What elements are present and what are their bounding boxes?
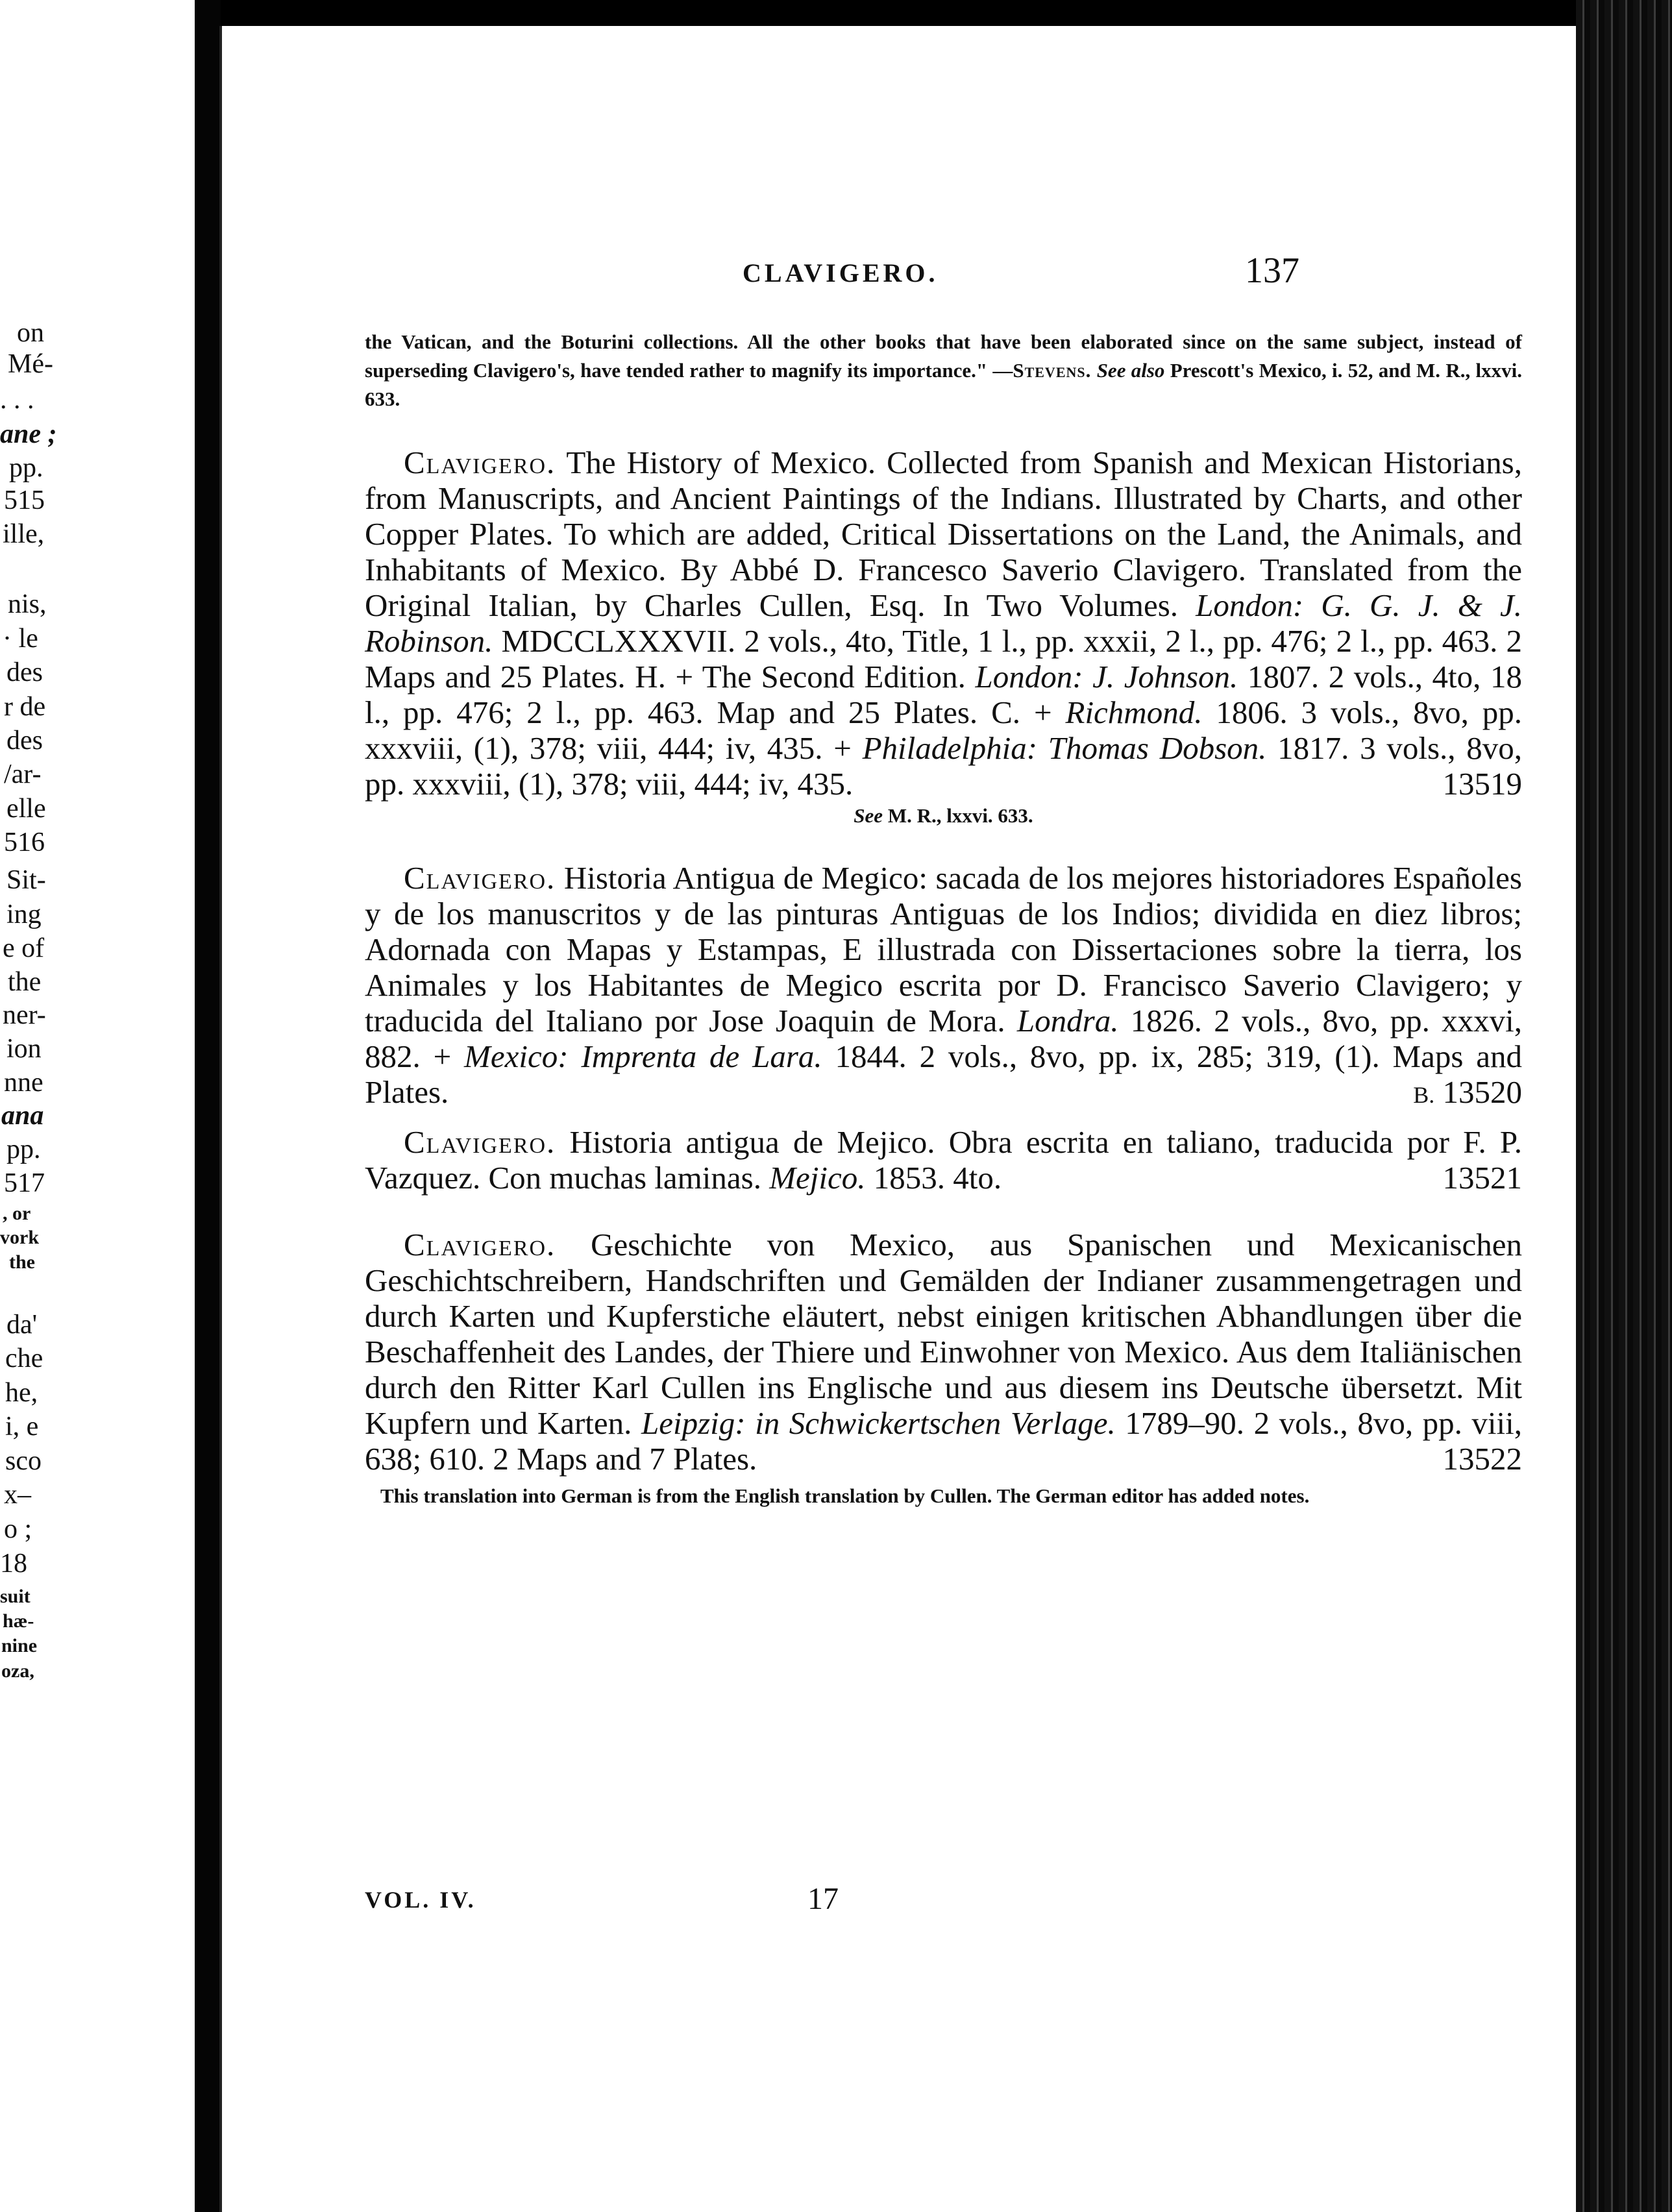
facing-fragment: hæ- [3, 1610, 34, 1632]
entry-heading: Clavigero. [404, 860, 556, 896]
facing-fragment: ana [1, 1101, 44, 1131]
facing-fragment: pp. [6, 1135, 41, 1164]
entry-text: Historia Antigua de Megico: sacada de los mejores historiadores Españoles y de los manuscritos y de las pinturas Antiguas de los Indios; dividida en diez libros; Adornada con Mapas y Estampas, E illustrada con Dissertaciones sobre la tierra, los Animales y los Habitantes de Megico escrita por D. Francisco Saverio Clavigero; y traducida del Italiano por Jose Joaquin de Mora. [365, 860, 1522, 1038]
facing-fragment: the [8, 967, 42, 997]
entry-number: 13521 [1442, 1160, 1522, 1196]
imprint-italic: Philadelphia: Thomas Dobson. [862, 730, 1267, 766]
facing-fragment: i, e [5, 1412, 39, 1442]
entry-text: 1853. 4to. [865, 1160, 1002, 1196]
facing-fragment: x– [4, 1480, 31, 1510]
running-head: CLAVIGERO. [743, 258, 939, 288]
entry-body [365, 860, 1522, 1110]
entry-text: 1789–90. 2 vols., 8vo, pp. viii, 638; 610. 2 Maps and 7 Plates. [365, 1405, 1523, 1477]
facing-fragment: 18 [0, 1549, 27, 1579]
imprint-italic: Londra. [1016, 1003, 1119, 1038]
facing-fragment: sco [5, 1446, 42, 1476]
intro-note-text: the Vatican, and the Boturini collections. All the other books that have been elaborated since on the same subject, instead of superseding Clavigero's, have tended rather to magnify its importance." — [365, 330, 1522, 382]
facing-fragment: des [6, 657, 43, 687]
facing-fragment: Sit- [6, 865, 46, 895]
entry-text: 1807. 2 vols., 4to, 18 l., pp. 476; 2 l., pp. 463. Map and 25 Plates. C. + [365, 659, 1522, 730]
entry-heading: Clavigero. [404, 1227, 556, 1262]
closing-note: This translation into German is from the English translation by Cullen. The German editor has added notes. [380, 1484, 1310, 1507]
facing-fragment: , or [3, 1203, 31, 1224]
facing-fragment: nine [1, 1635, 38, 1656]
facing-fragment: ing [6, 900, 42, 929]
facing-fragment: ane ; [0, 419, 57, 449]
intro-note [365, 328, 1522, 413]
entry-body [365, 445, 1522, 802]
volume-signature: VOL. IV. [365, 1887, 476, 1913]
intro-note-author: Stevens. [1013, 359, 1092, 382]
facing-fragment: he, [5, 1378, 38, 1408]
entry-text: MDCCLXXXVII. 2 vols., 4to, Title, 1 l., pp. xxxii, 2 l., pp. 476; 2 l., pp. 463. 2 Maps and 25 Plates. H. + The Second Edition. [365, 623, 1522, 694]
imprint-italic: Mexico: Imprenta de Lara. [464, 1038, 822, 1074]
page-number: 137 [1245, 251, 1299, 291]
entry-text: Geschichte von Mexico, aus Spanischen und Mexicanischen Geschichtschreibern, Handschriften und Gemälden der Indianer zusammengetragen und durch Karten und Kupferstiche eläutert, nebst einigen kritischen Abhandlungen über die Beschaffenheit des Landes, der Thiere und Einwohner von Mexico. Aus dem Italiänischen durch den Ritter Karl Cullen ins Englische und aus diesem ins Deutsche übersetzt. Mit Kupfern und Karten. [365, 1227, 1522, 1441]
intro-note-see-also: See also [1096, 359, 1165, 382]
entry-text: 1826. 2 vols., 8vo, pp. xxxvi, 882. + [365, 1003, 1522, 1074]
facing-fragment: oza, [1, 1660, 34, 1682]
entry-heading: Clavigero. [404, 1124, 556, 1160]
facing-fragment: 517 [4, 1168, 45, 1198]
entry-13519 [365, 445, 1522, 802]
page-content [365, 328, 1522, 1510]
entry-number-group [1413, 1074, 1522, 1113]
entry-text: 1844. 2 vols., 8vo, pp. ix, 285; 319, (1). Maps and Plates. [365, 1038, 1522, 1110]
facing-fragment: · le [3, 624, 38, 654]
entry-13521 [365, 1124, 1522, 1196]
intro-note-rest: Prescott's Mexico, i. 52, and M. R., lxxvi. 633. [365, 359, 1522, 410]
entry-number: 13519 [1442, 766, 1522, 802]
page-header [222, 250, 1579, 295]
facing-fragment: nne [4, 1068, 43, 1098]
facing-fragment: r de [4, 692, 46, 722]
facing-fragment: ille, [3, 519, 45, 549]
facing-fragment: des [6, 726, 43, 756]
entry-number: 13522 [1442, 1441, 1522, 1477]
facing-fragment: ion [6, 1034, 42, 1064]
facing-fragment: /ar- [4, 759, 42, 789]
facing-fragment: vork [0, 1227, 39, 1248]
facing-page-left [0, 0, 195, 2212]
entry-heading: Clavigero. [404, 445, 556, 480]
imprint-italic: London: J. Johnson. [975, 659, 1238, 694]
facing-fragment: suit [0, 1586, 31, 1607]
imprint-italic: Richmond. [1065, 694, 1203, 730]
entry-13522 [365, 1227, 1522, 1477]
facing-fragment: elle [6, 794, 46, 824]
signature-number: 17 [807, 1882, 839, 1916]
book-fore-edge [1576, 0, 1672, 2212]
entry-number: 13520 [1442, 1074, 1522, 1110]
facing-fragment: e of [3, 933, 45, 963]
facing-fragment: . . . [0, 385, 34, 415]
entry-text: 1817. 3 vols., 8vo, pp. xxxviii, (1), 378; viii, 444; iv, 435. [365, 730, 1522, 802]
facing-fragment: Mé- [8, 349, 53, 379]
entry-note-rest: M. R., lxxvi. 633. [883, 804, 1033, 827]
book-gutter [195, 0, 221, 2212]
entry-text: The History of Mexico. Collected from Spanish and Mexican Historians, from Manuscripts, and Ancient Paintings of the Indians. Illustrated by Charts, and other Copper Plates. To which are added, Critical Dissertations on the Land, the Animals, and Inhabitants of Mexico. By Abbé D. Francesco Saverio Clavigero. Translated from the Original Italian, by Charles Cullen, Esq. In Two Volumes. [365, 445, 1522, 623]
facing-fragment: pp. [9, 453, 43, 483]
facing-fragment: nis, [8, 589, 47, 619]
book-page [219, 26, 1579, 2212]
imprint-italic: Leipzig: in Schwickertschen Verlage. [641, 1405, 1116, 1441]
entry-location: B. [1413, 1082, 1435, 1108]
facing-fragment: 516 [4, 828, 45, 857]
facing-fragment: ner- [3, 1000, 46, 1030]
imprint-italic: London: G. G. J. & J. Robinson. [365, 587, 1522, 659]
page-footer [365, 1881, 1522, 1920]
facing-fragment: da' [6, 1310, 38, 1340]
entry-body [365, 1227, 1522, 1477]
imprint-italic: Mejico. [769, 1160, 866, 1196]
facing-fragment: the [9, 1251, 35, 1273]
entry-note-see: See [854, 804, 883, 827]
facing-fragment: 515 [4, 485, 45, 515]
facing-fragment: o ; [4, 1514, 32, 1544]
entry-text: 1806. 3 vols., 8vo, pp. xxxviii, (1), 378; viii, 444; iv, 435. + [365, 694, 1522, 766]
entry-text: Historia antigua de Mejico. Obra escrita en taliano, traducida por F. P. Vazquez. Con muchas laminas. [365, 1124, 1522, 1196]
facing-fragment: che [5, 1344, 43, 1373]
entry-13520 [365, 860, 1522, 1110]
facing-fragment: on [17, 318, 44, 348]
entry-note [365, 803, 1522, 829]
